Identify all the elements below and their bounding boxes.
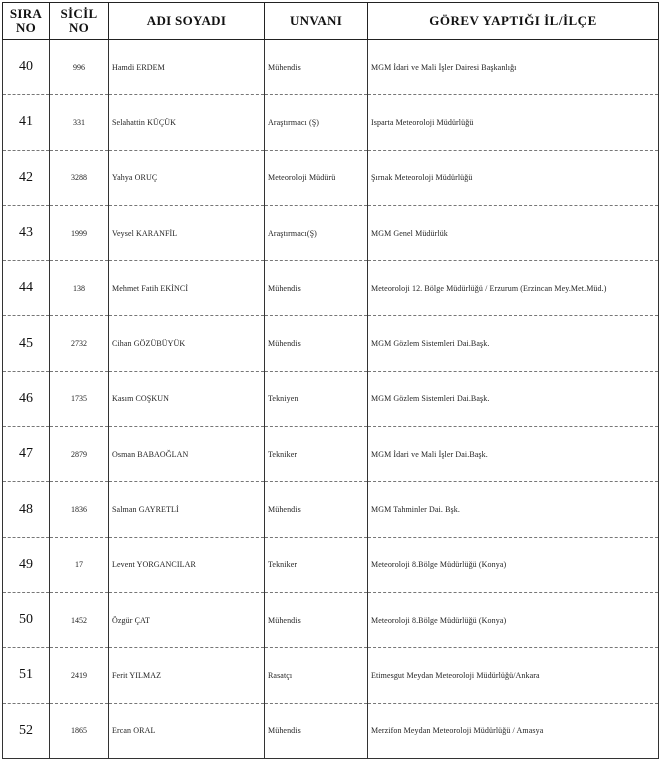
name-cell: Veysel KARANFİL — [109, 205, 265, 260]
sira-no-cell: 44 — [3, 261, 50, 316]
sicil-no-cell: 1836 — [50, 482, 109, 537]
name-cell: Kasım COŞKUN — [109, 371, 265, 426]
name-cell: Özgür ÇAT — [109, 592, 265, 647]
sicil-no-cell: 1999 — [50, 205, 109, 260]
sira-no-cell: 43 — [3, 205, 50, 260]
table-row — [3, 537, 659, 592]
name-cell: Osman BABAOĞLAN — [109, 427, 265, 482]
title-cell: Mühendis — [265, 40, 368, 95]
name-cell: Salman GAYRETLİ — [109, 482, 265, 537]
sira-no-cell: 49 — [3, 537, 50, 592]
sira-no-cell: 41 — [3, 95, 50, 150]
header-unvani: UNVANI — [265, 3, 368, 40]
duty-location-cell: MGM Gözlem Sistemleri Dai.Başk. — [368, 316, 659, 371]
header-adi-soyadi: ADI SOYADI — [109, 3, 265, 40]
table-row — [3, 703, 659, 758]
table-body — [3, 40, 659, 759]
table-row — [3, 95, 659, 150]
duty-location-cell: MGM İdari ve Mali İşler Dai.Başk. — [368, 427, 659, 482]
duty-location-cell: MGM Gözlem Sistemleri Dai.Başk. — [368, 371, 659, 426]
duty-location-cell: Isparta Meteoroloji Müdürlüğü — [368, 95, 659, 150]
sicil-no-cell: 331 — [50, 95, 109, 150]
title-cell: Meteoroloji Müdürü — [265, 150, 368, 205]
table-row — [3, 150, 659, 205]
header-sicil-no: SİCİL NO — [50, 3, 109, 40]
name-cell: Mehmet Fatih EKİNCİ — [109, 261, 265, 316]
sira-no-cell: 40 — [3, 40, 50, 95]
table-row — [3, 592, 659, 647]
name-cell: Levent YORGANCILAR — [109, 537, 265, 592]
title-cell: Tekniyen — [265, 371, 368, 426]
table-row — [3, 371, 659, 426]
table-row — [3, 648, 659, 703]
sicil-no-cell: 17 — [50, 537, 109, 592]
duty-location-cell: Merzifon Meydan Meteoroloji Müdürlüğü / Amasya — [368, 703, 659, 758]
sira-no-cell: 42 — [3, 150, 50, 205]
title-cell: Rasatçı — [265, 648, 368, 703]
sira-no-cell: 52 — [3, 703, 50, 758]
sicil-no-cell: 1452 — [50, 592, 109, 647]
title-cell: Mühendis — [265, 703, 368, 758]
duty-location-cell: MGM Tahminler Dai. Bşk. — [368, 482, 659, 537]
title-cell: Mühendis — [265, 316, 368, 371]
name-cell: Yahya ORUÇ — [109, 150, 265, 205]
sicil-no-cell: 1735 — [50, 371, 109, 426]
sira-no-cell: 47 — [3, 427, 50, 482]
table-row — [3, 482, 659, 537]
duty-location-cell: Meteoroloji 12. Bölge Müdürlüğü / Erzurum (Erzincan Mey.Met.Müd.) — [368, 261, 659, 316]
title-cell: Mühendis — [265, 482, 368, 537]
header-sira-no: SIRA NO — [3, 3, 50, 40]
table-row — [3, 261, 659, 316]
duty-location-cell: Etimesgut Meydan Meteoroloji Müdürlüğü/Ankara — [368, 648, 659, 703]
header-gorev-yeri: GÖREV YAPTIĞI İL/İLÇE — [368, 3, 659, 40]
name-cell: Ferit YILMAZ — [109, 648, 265, 703]
title-cell: Araştırmacı(Ş) — [265, 205, 368, 260]
title-cell: Mühendis — [265, 261, 368, 316]
table-row — [3, 316, 659, 371]
sira-no-cell: 50 — [3, 592, 50, 647]
duty-location-cell: Şırnak Meteoroloji Müdürlüğü — [368, 150, 659, 205]
table-row — [3, 205, 659, 260]
duty-location-cell: MGM İdari ve Mali İşler Dairesi Başkanlığı — [368, 40, 659, 95]
sicil-no-cell: 138 — [50, 261, 109, 316]
sicil-no-cell: 2879 — [50, 427, 109, 482]
title-cell: Tekniker — [265, 537, 368, 592]
name-cell: Hamdi ERDEM — [109, 40, 265, 95]
personnel-table — [2, 2, 659, 759]
table-header — [3, 3, 659, 40]
sira-no-cell: 45 — [3, 316, 50, 371]
sira-no-cell: 46 — [3, 371, 50, 426]
name-cell: Ercan ORAL — [109, 703, 265, 758]
header-row — [3, 3, 659, 40]
sicil-no-cell: 2732 — [50, 316, 109, 371]
title-cell: Mühendis — [265, 592, 368, 647]
sicil-no-cell: 1865 — [50, 703, 109, 758]
duty-location-cell: Meteoroloji 8.Bölge Müdürlüğü (Konya) — [368, 592, 659, 647]
sicil-no-cell: 3288 — [50, 150, 109, 205]
duty-location-cell: Meteoroloji 8.Bölge Müdürlüğü (Konya) — [368, 537, 659, 592]
sira-no-cell: 51 — [3, 648, 50, 703]
title-cell: Araştırmacı (Ş) — [265, 95, 368, 150]
sira-no-cell: 48 — [3, 482, 50, 537]
name-cell: Cihan GÖZÜBÜYÜK — [109, 316, 265, 371]
table-row — [3, 427, 659, 482]
duty-location-cell: MGM Genel Müdürlük — [368, 205, 659, 260]
sicil-no-cell: 2419 — [50, 648, 109, 703]
name-cell: Selahattin KÜÇÜK — [109, 95, 265, 150]
title-cell: Tekniker — [265, 427, 368, 482]
sicil-no-cell: 996 — [50, 40, 109, 95]
table-row — [3, 40, 659, 95]
